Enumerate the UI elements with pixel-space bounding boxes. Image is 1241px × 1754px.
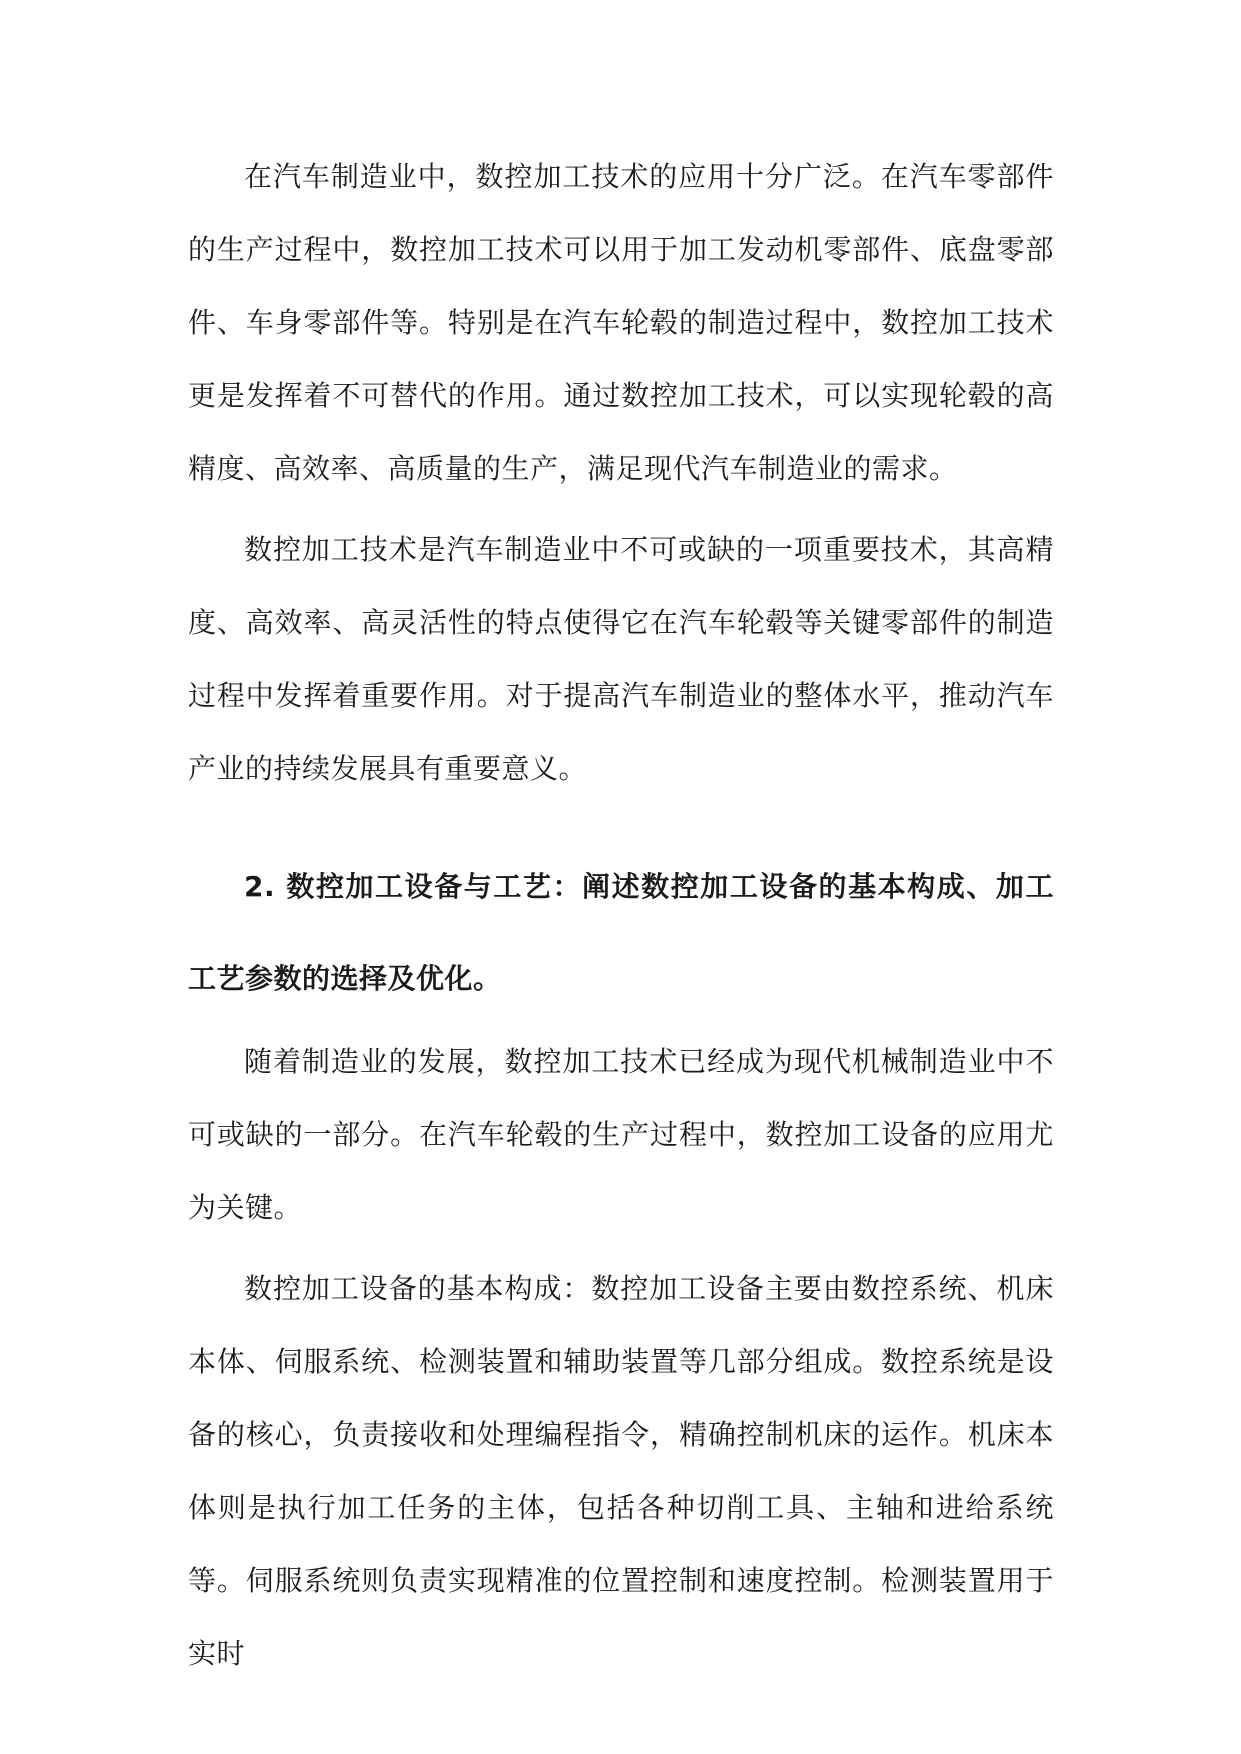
paragraph-gap: [188, 1244, 1054, 1252]
paragraph-cnc-development: 随着制造业的发展，数控加工技术已经成为现代机械制造业中不可或缺的一部分。在汽车轮毂的生产过程中，数控加工设备的应用尤为关键。: [188, 1045, 1054, 1224]
paragraph-cnc-importance: 数控加工技术是汽车制造业中不可或缺的一项重要技术，其高精度、高效率、高灵活性的特点使得它在汽车轮毂等关键零部件的制造过程中发挥着重要作用。对于提高汽车制造业的整体水平，推动汽车产业的持续发展具有重要意义。: [188, 533, 1054, 785]
section-gap: [188, 805, 1054, 841]
paragraph-cnc-in-automotive: 在汽车制造业中，数控加工技术的应用十分广泛。在汽车零部件的生产过程中，数控加工技术可以用于加工发动机零部件、底盘零部件、车身零部件等。特别是在汽车轮毂的制造过程中，数控加工技术更是发挥着不可替代的作用。通过数控加工技术，可以实现轮毂的高精度、高效率、高质量的生产，满足现代汽车制造业的需求。: [188, 160, 1054, 485]
document-page: [188, 140, 1054, 1690]
section-heading: 2. 数控加工设备与工艺：阐述数控加工设备的基本构成、加工工艺参数的选择及优化。: [188, 870, 1054, 995]
paragraph-equipment-composition: 数控加工设备的基本构成：数控加工设备主要由数控系统、机床本体、伺服系统、检测装置和辅助装置等几部分组成。数控系统是设备的核心，负责接收和处理编程指令，精确控制机床的运作。机床本体则是执行加工任务的主体，包括各种切削工具、主轴和进给系统等。伺服系统则负责实现精准的位置控制和速度控制。检测装置用于实时: [188, 1272, 1054, 1670]
paragraph-gap: [188, 505, 1054, 513]
